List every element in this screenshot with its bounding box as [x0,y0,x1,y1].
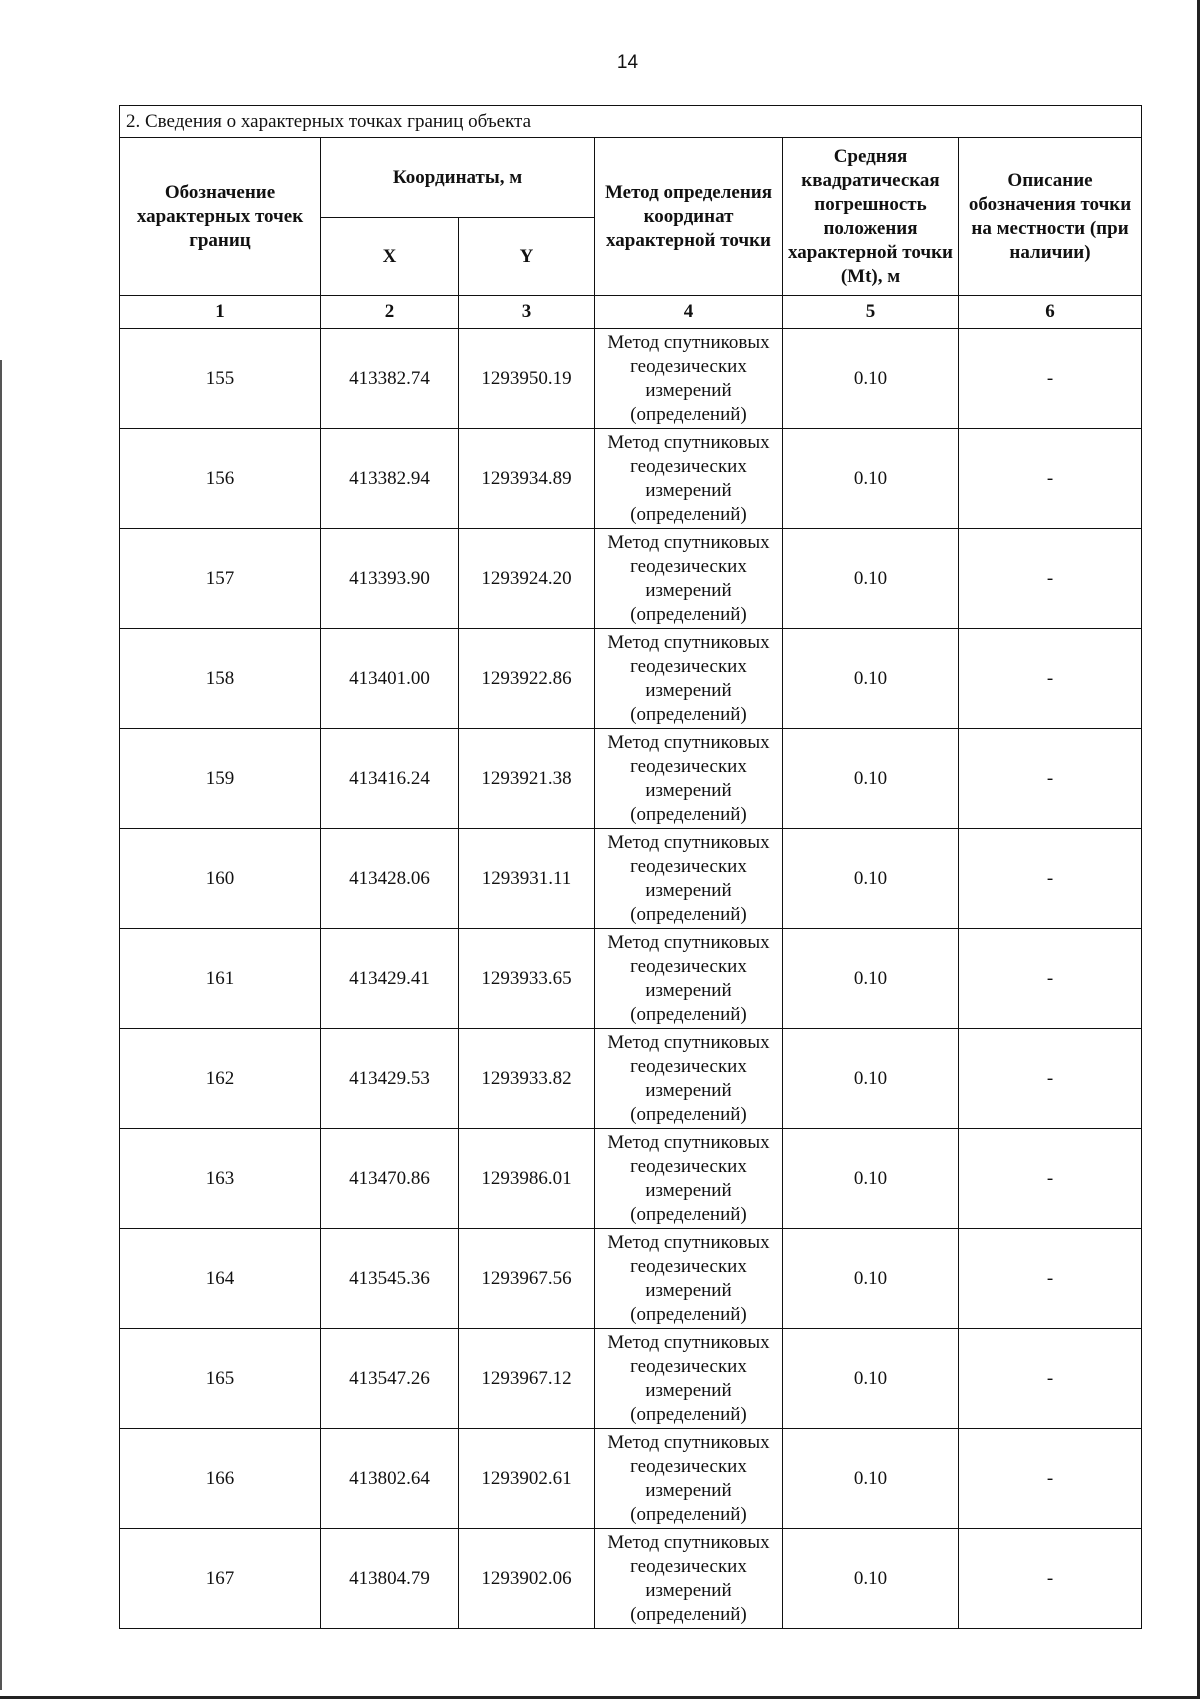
cell-point: 166 [120,1429,321,1529]
cell-error: 0.10 [783,1429,959,1529]
cell-error: 0.10 [783,629,959,729]
column-number: 4 [595,296,783,329]
table-row [120,1229,1142,1329]
header-error: Средняя квадратическая погрешность положения характерной точки (Mt), м [783,138,959,296]
cell-x: 413416.24 [321,729,459,829]
cell-description: - [959,529,1142,629]
cell-method: Метод спутниковых геодезических измерений (определений) [595,529,783,629]
cell-method: Метод спутниковых геодезических измерений (определений) [595,629,783,729]
cell-x: 413545.36 [321,1229,459,1329]
table-row [120,1329,1142,1429]
table-row [120,329,1142,429]
cell-point: 156 [120,429,321,529]
table-row [120,1429,1142,1529]
table-body [120,329,1142,1629]
table-row [120,1129,1142,1229]
table-row [120,929,1142,1029]
cell-y: 1293902.61 [459,1429,595,1529]
header-method: Метод определения координат характерной точки [595,138,783,296]
cell-x: 413804.79 [321,1529,459,1629]
cell-y: 1293967.56 [459,1229,595,1329]
cell-y: 1293931.11 [459,829,595,929]
cell-x: 413429.41 [321,929,459,1029]
cell-x: 413393.90 [321,529,459,629]
header-x: X [321,218,459,296]
cell-method: Метод спутниковых геодезических измерений (определений) [595,429,783,529]
cell-x: 413547.26 [321,1329,459,1429]
header-coordinates: Координаты, м [321,138,595,218]
cell-description: - [959,1329,1142,1429]
cell-description: - [959,429,1142,529]
cell-x: 413382.94 [321,429,459,529]
cell-y: 1293924.20 [459,529,595,629]
cell-error: 0.10 [783,1129,959,1229]
column-number: 3 [459,296,595,329]
table-row [120,629,1142,729]
cell-description: - [959,829,1142,929]
cell-method: Метод спутниковых геодезических измерений (определений) [595,729,783,829]
cell-y: 1293933.82 [459,1029,595,1129]
column-number: 2 [321,296,459,329]
table-row [120,1029,1142,1129]
cell-method: Метод спутниковых геодезических измерений (определений) [595,1229,783,1329]
section-title: 2. Сведения о характерных точках границ объекта [120,106,1142,138]
cell-y: 1293934.89 [459,429,595,529]
cell-y: 1293950.19 [459,329,595,429]
cell-point: 159 [120,729,321,829]
table-row [120,729,1142,829]
cell-error: 0.10 [783,429,959,529]
cell-x: 413428.06 [321,829,459,929]
table-row [120,429,1142,529]
cell-point: 163 [120,1129,321,1229]
cell-description: - [959,329,1142,429]
cell-description: - [959,729,1142,829]
cell-point: 157 [120,529,321,629]
cell-description: - [959,929,1142,1029]
cell-error: 0.10 [783,829,959,929]
page-edge-left [0,360,2,1690]
cell-point: 164 [120,1229,321,1329]
cell-error: 0.10 [783,529,959,629]
page-number: 14 [616,52,639,73]
cell-method: Метод спутниковых геодезических измерений (определений) [595,329,783,429]
cell-error: 0.10 [783,929,959,1029]
cell-method: Метод спутниковых геодезических измерений (определений) [595,1029,783,1129]
cell-point: 162 [120,1029,321,1129]
cell-description: - [959,1529,1142,1629]
boundary-points-table [119,105,1142,1629]
cell-method: Метод спутниковых геодезических измерений (определений) [595,1429,783,1529]
cell-point: 167 [120,1529,321,1629]
cell-x: 413802.64 [321,1429,459,1529]
cell-y: 1293902.06 [459,1529,595,1629]
cell-x: 413429.53 [321,1029,459,1129]
cell-point: 160 [120,829,321,929]
cell-error: 0.10 [783,1229,959,1329]
cell-y: 1293922.86 [459,629,595,729]
table-row [120,529,1142,629]
table-row [120,1529,1142,1629]
table-row [120,829,1142,929]
cell-method: Метод спутниковых геодезических измерений (определений) [595,1329,783,1429]
header-description: Описание обозначения точки на местности (при наличии) [959,138,1142,296]
cell-point: 161 [120,929,321,1029]
cell-error: 0.10 [783,729,959,829]
cell-error: 0.10 [783,1029,959,1129]
cell-x: 413401.00 [321,629,459,729]
column-number: 1 [120,296,321,329]
cell-point: 155 [120,329,321,429]
cell-description: - [959,1229,1142,1329]
cell-y: 1293986.01 [459,1129,595,1229]
cell-description: - [959,1129,1142,1229]
column-number: 6 [959,296,1142,329]
cell-error: 0.10 [783,1529,959,1629]
cell-method: Метод спутниковых геодезических измерений (определений) [595,829,783,929]
cell-point: 165 [120,1329,321,1429]
cell-x: 413470.86 [321,1129,459,1229]
cell-x: 413382.74 [321,329,459,429]
cell-error: 0.10 [783,1329,959,1429]
column-number: 5 [783,296,959,329]
column-numbers-row [120,296,1142,329]
cell-y: 1293921.38 [459,729,595,829]
cell-method: Метод спутниковых геодезических измерений (определений) [595,1529,783,1629]
cell-description: - [959,1029,1142,1129]
cell-y: 1293933.65 [459,929,595,1029]
cell-description: - [959,1429,1142,1529]
cell-y: 1293967.12 [459,1329,595,1429]
cell-method: Метод спутниковых геодезических измерений (определений) [595,1129,783,1229]
cell-point: 158 [120,629,321,729]
header-point: Обозначение характерных точек границ [120,138,321,296]
header-y: Y [459,218,595,296]
cell-method: Метод спутниковых геодезических измерений (определений) [595,929,783,1029]
cell-description: - [959,629,1142,729]
cell-error: 0.10 [783,329,959,429]
